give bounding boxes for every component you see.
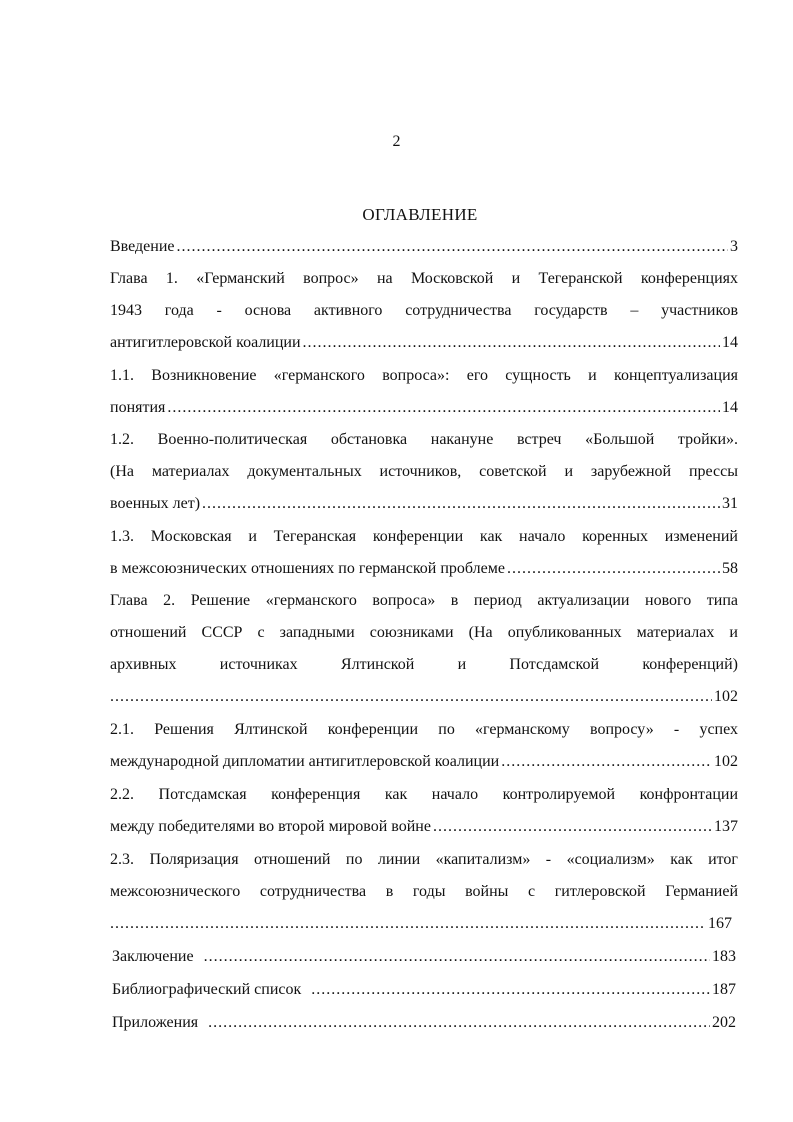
toc-entry-label: Приложения — [112, 1014, 199, 1031]
toc-entry-bibliography — [112, 978, 736, 1002]
dot-leader — [501, 750, 712, 774]
toc-page-number: 137 — [714, 818, 738, 835]
toc-page-number: 102 — [714, 688, 738, 705]
toc-entry-section-2-1-line-1: 2.1. Решения Ялтинской конференции по «германскому вопросу» - успех — [110, 721, 738, 738]
toc-entry-section-2-3-line-1: 2.3. Поляризация отношений по линии «капитализм» - «социализм» как итог — [110, 851, 738, 868]
toc-page-number: 167 — [708, 915, 732, 932]
toc-entry-label: между победителями во второй мировой войне — [110, 818, 431, 835]
toc-entry-label: Введение — [110, 238, 175, 255]
toc-entry-label: понятия — [110, 399, 166, 416]
dot-leader — [110, 685, 712, 709]
dot-leader — [433, 815, 712, 839]
toc-entry-section-1-3-line-1: 1.3. Московская и Тегеранская конференции как начало коренных изменений — [110, 528, 738, 545]
toc-entry-label: Заключение — [112, 948, 194, 965]
toc-entry-chapter-2-line-3: архивных источниках Ялтинской и Потсдамской конференций) — [110, 656, 738, 673]
toc-entry-section-1-3-line-2 — [110, 557, 738, 581]
toc-entry-chapter-2-line-4 — [110, 685, 738, 709]
toc-entry-chapter-2-line-1: Глава 2. Решение «германского вопроса» в период актуализации нового типа — [110, 592, 738, 609]
toc-entry-chapter-2-line-2: отношений СССР с западными союзниками (На опубликованных материалах и — [110, 624, 738, 641]
toc-page-number: 3 — [730, 238, 738, 255]
dot-leader — [202, 492, 720, 516]
toc-title: ОГЛАВЛЕНИЕ — [362, 205, 478, 224]
dot-leader — [167, 396, 720, 420]
toc-entry-appendix — [112, 1011, 736, 1035]
toc-page-number: 183 — [712, 948, 736, 965]
page-number: 2 — [392, 133, 401, 150]
dot-leader — [204, 945, 710, 969]
toc-entry-section-1-2-line-3 — [110, 492, 738, 516]
toc-entry-section-1-2-line-1: 1.2. Военно-политическая обстановка накануне встреч «Большой тройки». — [110, 431, 738, 448]
toc-entry-chapter-1-line-1: Глава 1. «Германский вопрос» на Московской и Тегеранской конференциях — [110, 270, 738, 287]
toc-entry-intro — [110, 235, 738, 259]
dot-leader — [507, 557, 720, 581]
toc-entry-label: Библиографический список — [112, 981, 302, 998]
toc-entry-section-2-2-line-2 — [110, 815, 738, 839]
dot-leader — [177, 235, 729, 259]
toc-page-number: 14 — [722, 399, 738, 416]
toc-entry-label: международной дипломатии антигитлеровской коалиции — [110, 753, 500, 770]
toc-entry-section-2-3-line-3 — [110, 912, 732, 936]
toc-entry-chapter-1-line-3 — [110, 331, 738, 355]
dot-leader — [311, 978, 710, 1002]
toc-page-number: 202 — [712, 1014, 736, 1031]
toc-entry-label: в межсоюзнических отношениях по германской проблеме — [110, 560, 505, 577]
toc-page-number: 14 — [722, 334, 738, 351]
toc-entry-chapter-1-line-2: 1943 года - основа активного сотрудничества государств – участников — [110, 302, 738, 319]
toc-entry-section-1-1-line-1: 1.1. Возникновение «германского вопроса»: его сущность и концептуализация — [110, 367, 738, 384]
toc-entry-section-1-1-line-2 — [110, 396, 738, 420]
toc-page-number: 187 — [712, 981, 736, 998]
dot-leader — [208, 1011, 710, 1035]
toc-page-number: 102 — [714, 753, 738, 770]
dot-leader — [303, 331, 720, 355]
toc-entry-section-2-2-line-1: 2.2. Потсдамская конференция как начало контролируемой конфронтации — [110, 786, 738, 803]
toc-entry-label: военных лет) — [110, 495, 201, 512]
toc-entry-conclusion — [112, 945, 736, 969]
toc-entry-section-2-1-line-2 — [110, 750, 738, 774]
toc-page-number: 58 — [722, 560, 738, 577]
toc-entry-section-2-3-line-2: межсоюзнического сотрудничества в годы войны с гитлеровской Германией — [110, 883, 738, 900]
toc-page-number: 31 — [722, 495, 738, 512]
toc-entry-section-1-2-line-2: (На материалах документальных источников, советской и зарубежной прессы — [110, 463, 738, 480]
dot-leader — [110, 912, 706, 936]
toc-entry-label: антигитлеровской коалиции — [110, 334, 301, 351]
